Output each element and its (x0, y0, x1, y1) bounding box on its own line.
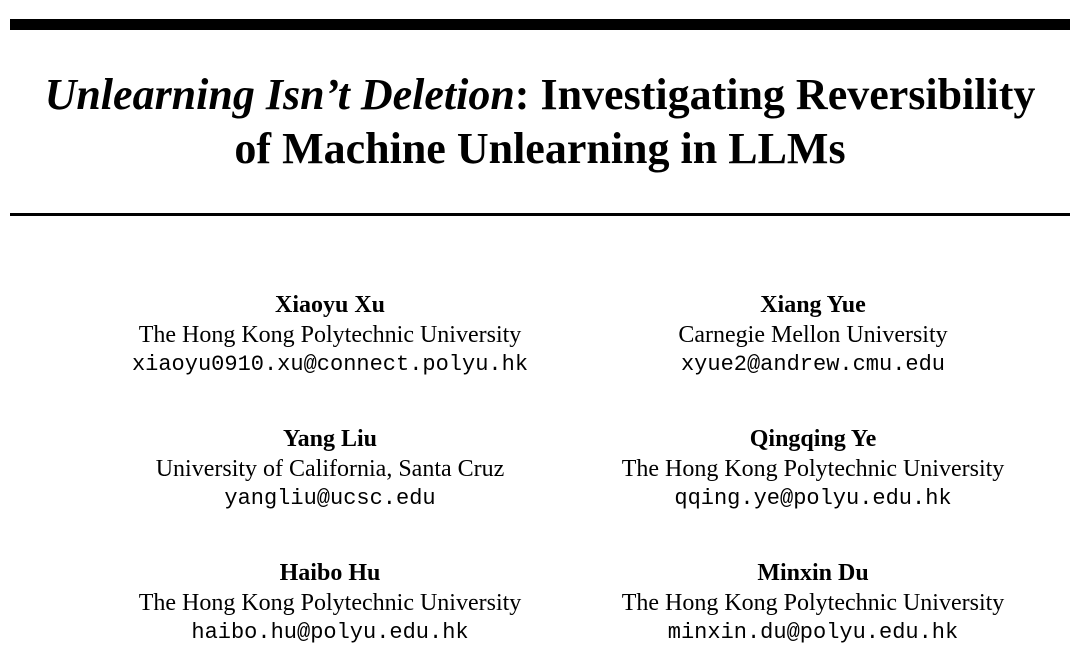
author-email[interactable]: xyue2@andrew.cmu.edu (680, 352, 946, 377)
title-italic: Unlearning Isn’t Deletion (44, 70, 515, 119)
author-email[interactable]: yangliu@ucsc.edu (224, 486, 436, 511)
author-block (70, 290, 590, 380)
title-line-2: of Machine Unlearning in LLMs (234, 124, 846, 173)
author-affiliation: The Hong Kong Polytechnic University (138, 322, 522, 348)
author-block (70, 558, 590, 648)
paper-title (10, 68, 1070, 176)
author-affiliation: Carnegie Mellon University (678, 322, 948, 348)
author-email[interactable]: xiaoyu0910.xu@connect.polyu.hk (131, 352, 529, 377)
author-email[interactable]: qqing.ye@polyu.edu.hk (674, 486, 952, 511)
bottom-rule (10, 213, 1070, 216)
title-line-1 (10, 68, 1070, 122)
author-affiliation: University of California, Santa Cruz (155, 456, 505, 482)
author-affiliation: The Hong Kong Polytechnic University (621, 590, 1005, 616)
author-name: Haibo Hu (279, 560, 381, 586)
author-name: Minxin Du (757, 560, 869, 586)
top-rule (10, 19, 1070, 30)
author-block (553, 424, 1073, 514)
author-name: Xiaoyu Xu (274, 292, 386, 318)
author-name: Yang Liu (282, 426, 378, 452)
author-email[interactable]: minxin.du@polyu.edu.hk (667, 620, 959, 645)
author-block (553, 290, 1073, 380)
author-affiliation: The Hong Kong Polytechnic University (621, 456, 1005, 482)
author-name: Qingqing Ye (749, 426, 877, 452)
title-rest: : Investigating Reversibility (514, 70, 1036, 119)
author-block (553, 558, 1073, 648)
author-block (70, 424, 590, 514)
author-name: Xiang Yue (760, 292, 866, 318)
author-affiliation: The Hong Kong Polytechnic University (138, 590, 522, 616)
author-email[interactable]: haibo.hu@polyu.edu.hk (191, 620, 469, 645)
